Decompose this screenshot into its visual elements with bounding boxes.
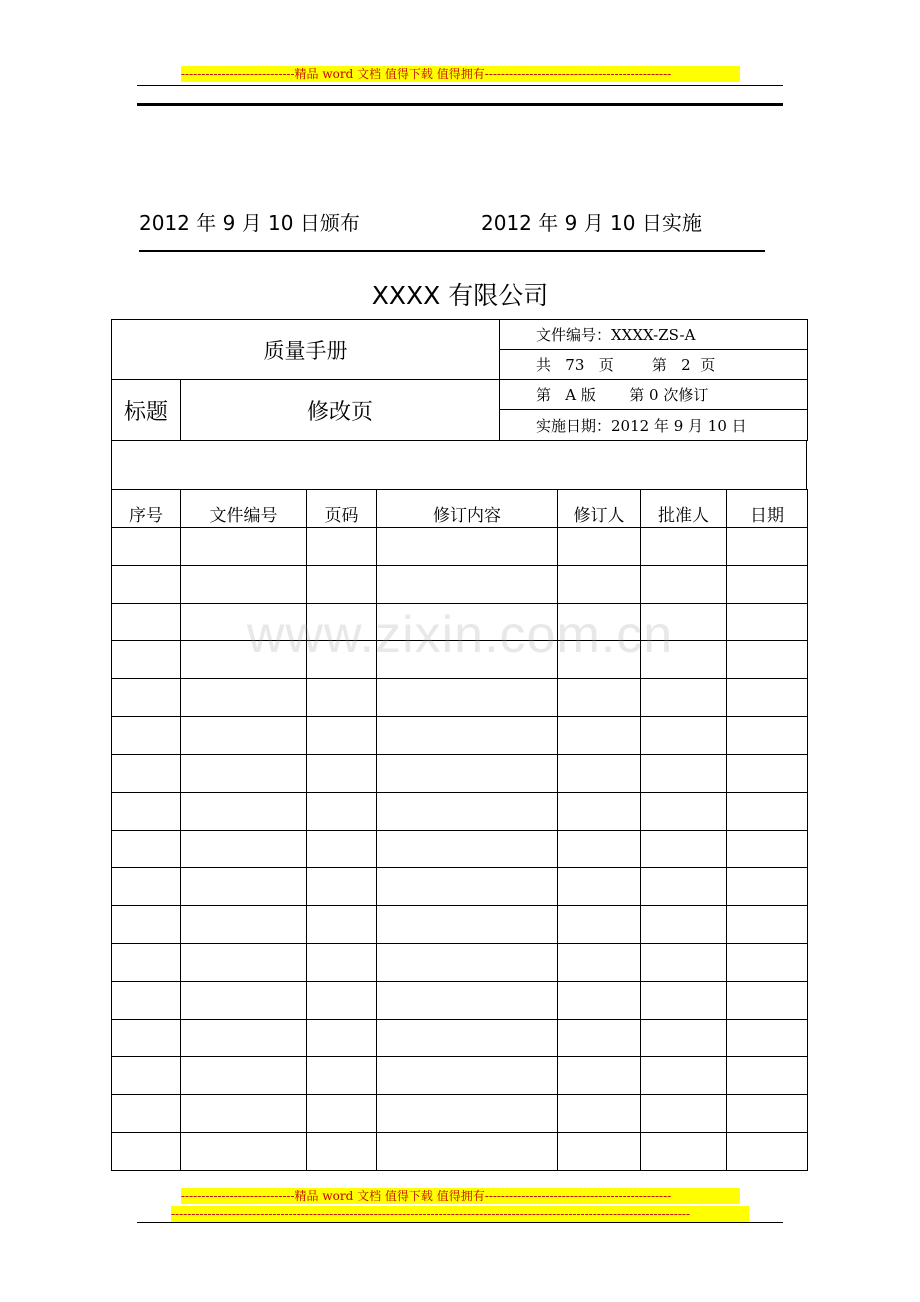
table-cell [558, 981, 641, 1019]
table-cell [727, 528, 808, 566]
table-cell [307, 603, 377, 641]
company-name: XXXX 有限公司 [371, 281, 549, 310]
table-cell [377, 1133, 558, 1171]
table-cell [727, 717, 808, 755]
table-cell [641, 943, 727, 981]
table-cell [558, 1133, 641, 1171]
table-cell [307, 565, 377, 603]
table-cell [307, 679, 377, 717]
document-header-table [111, 319, 808, 441]
table-cell [307, 528, 377, 566]
table-row [112, 906, 808, 944]
table-cell [307, 1095, 377, 1133]
table-cell [377, 754, 558, 792]
table-row [112, 603, 808, 641]
table-cell [727, 906, 808, 944]
col-header-doc-number: 文件编号 [181, 490, 307, 528]
table-cell [727, 1019, 808, 1057]
table-cell [112, 679, 181, 717]
issue-date: 2012 年 9 月 10 日颁布 [139, 211, 360, 235]
table-cell [377, 528, 558, 566]
table-cell [641, 528, 727, 566]
table-cell [181, 565, 307, 603]
bottom-banner-2: -------------------------------------------------------------------------------------------------------------------------------- [171, 1206, 749, 1222]
table-row [112, 1095, 808, 1133]
table-row [112, 830, 808, 868]
table-cell [641, 981, 727, 1019]
table-cell [641, 792, 727, 830]
table-cell [112, 1095, 181, 1133]
table-cell [641, 868, 727, 906]
table-cell [558, 565, 641, 603]
table-cell [727, 641, 808, 679]
table-cell [181, 679, 307, 717]
table-cell [727, 565, 808, 603]
table-cell [307, 868, 377, 906]
table-cell [641, 679, 727, 717]
table-cell [181, 528, 307, 566]
table-cell [558, 792, 641, 830]
table-cell [112, 943, 181, 981]
table-cell [307, 641, 377, 679]
table-cell [377, 943, 558, 981]
table-cell [181, 981, 307, 1019]
table-cell [307, 792, 377, 830]
table-cell [181, 1133, 307, 1171]
table-cell [558, 868, 641, 906]
col-header-revision-content: 修订内容 [377, 490, 558, 528]
table-cell [377, 1095, 558, 1133]
table-cell [727, 603, 808, 641]
table-cell [641, 565, 727, 603]
table-row [112, 981, 808, 1019]
table-cell [727, 943, 808, 981]
table-cell [377, 830, 558, 868]
table-cell [558, 528, 641, 566]
table-cell [377, 603, 558, 641]
col-header-reviser: 修订人 [558, 490, 641, 528]
effective-date-field: 实施日期：2012 年 9 月 10 日 [500, 410, 808, 441]
table-cell [727, 679, 808, 717]
col-header-page: 页码 [307, 490, 377, 528]
table-cell [558, 830, 641, 868]
table-row [112, 717, 808, 755]
table-cell [112, 717, 181, 755]
col-header-date: 日期 [727, 490, 808, 528]
table-cell [641, 754, 727, 792]
table-cell [307, 1133, 377, 1171]
table-cell [307, 906, 377, 944]
table-cell [112, 1057, 181, 1095]
table-cell [112, 754, 181, 792]
table-cell [558, 754, 641, 792]
table-cell [377, 906, 558, 944]
table-cell [112, 603, 181, 641]
doc-title: 质量手册 [112, 320, 500, 380]
table-cell [377, 717, 558, 755]
title-label: 标题 [112, 380, 181, 441]
table-cell [307, 1057, 377, 1095]
table-cell [112, 868, 181, 906]
table-cell [641, 830, 727, 868]
table-cell [641, 1133, 727, 1171]
table-row [112, 528, 808, 566]
table-cell [181, 868, 307, 906]
footer-rule [137, 1222, 783, 1223]
table-row [112, 754, 808, 792]
table-cell [727, 792, 808, 830]
col-header-index: 序号 [112, 490, 181, 528]
date-underline [139, 250, 765, 252]
table-row [112, 943, 808, 981]
table-cell [377, 868, 558, 906]
table-cell [181, 717, 307, 755]
table-cell [181, 1095, 307, 1133]
table-cell [181, 792, 307, 830]
table-cell [307, 943, 377, 981]
table-cell [558, 679, 641, 717]
table-row [112, 641, 808, 679]
table-cell [112, 906, 181, 944]
table-cell [558, 906, 641, 944]
top-banner: ----------------------------精品 word 文档 值得下载 值得拥有---------------------------------------------- [181, 66, 740, 82]
table-row [112, 868, 808, 906]
table-cell [727, 1133, 808, 1171]
table-cell [727, 868, 808, 906]
table-cell [181, 603, 307, 641]
table-row [112, 1019, 808, 1057]
table-row [112, 565, 808, 603]
table-cell [727, 1095, 808, 1133]
table-cell [641, 1019, 727, 1057]
table-cell [641, 603, 727, 641]
watermark: www.zixin.com.cn [246, 606, 674, 664]
table-row [112, 679, 808, 717]
table-cell [307, 981, 377, 1019]
table-cell [112, 792, 181, 830]
table-cell [558, 1057, 641, 1095]
table-cell [181, 943, 307, 981]
table-cell [558, 603, 641, 641]
table-cell [727, 981, 808, 1019]
table-cell [377, 1057, 558, 1095]
table-cell [112, 565, 181, 603]
table-cell [112, 641, 181, 679]
table-cell [377, 981, 558, 1019]
header-rule-thick [137, 103, 783, 106]
col-header-approver: 批准人 [641, 490, 727, 528]
table-cell [181, 830, 307, 868]
table-cell [181, 1019, 307, 1057]
table-cell [307, 830, 377, 868]
table-cell [377, 1019, 558, 1057]
table-cell [558, 1019, 641, 1057]
header-rule-thin [137, 85, 783, 86]
table-cell [377, 565, 558, 603]
table-cell [181, 754, 307, 792]
table-cell [112, 1019, 181, 1057]
table-cell [641, 1095, 727, 1133]
effective-date: 2012 年 9 月 10 日实施 [481, 211, 702, 235]
table-cell [377, 792, 558, 830]
table-cell [641, 717, 727, 755]
table-cell [181, 906, 307, 944]
table-row [112, 792, 808, 830]
table-cell [377, 679, 558, 717]
table-cell [181, 641, 307, 679]
page-count: 共 73 页 第 2 页 [500, 350, 808, 380]
version-info: 第 A 版 第 0 次修订 [500, 380, 808, 410]
page-title: 修改页 [181, 380, 500, 441]
revision-log-table [111, 489, 808, 1171]
table-cell [112, 830, 181, 868]
table-cell [307, 1019, 377, 1057]
table-row [112, 1057, 808, 1095]
table-cell [181, 1057, 307, 1095]
table-cell [558, 943, 641, 981]
table-cell [112, 981, 181, 1019]
table-cell [112, 528, 181, 566]
table-cell [307, 754, 377, 792]
table-cell [641, 1057, 727, 1095]
table-cell [727, 1057, 808, 1095]
blank-band [111, 440, 807, 489]
table-cell [727, 754, 808, 792]
doc-number: 文件编号：XXXX-ZS-A [500, 320, 808, 350]
table-cell [558, 1095, 641, 1133]
table-cell [558, 717, 641, 755]
table-cell [558, 641, 641, 679]
table-cell [377, 641, 558, 679]
table-cell [112, 1133, 181, 1171]
table-cell [307, 717, 377, 755]
table-row [112, 1133, 808, 1171]
table-cell [727, 830, 808, 868]
bottom-banner-1: ----------------------------精品 word 文档 值得下载 值得拥有---------------------------------------------- [181, 1188, 740, 1204]
table-cell [641, 906, 727, 944]
table-cell [641, 641, 727, 679]
